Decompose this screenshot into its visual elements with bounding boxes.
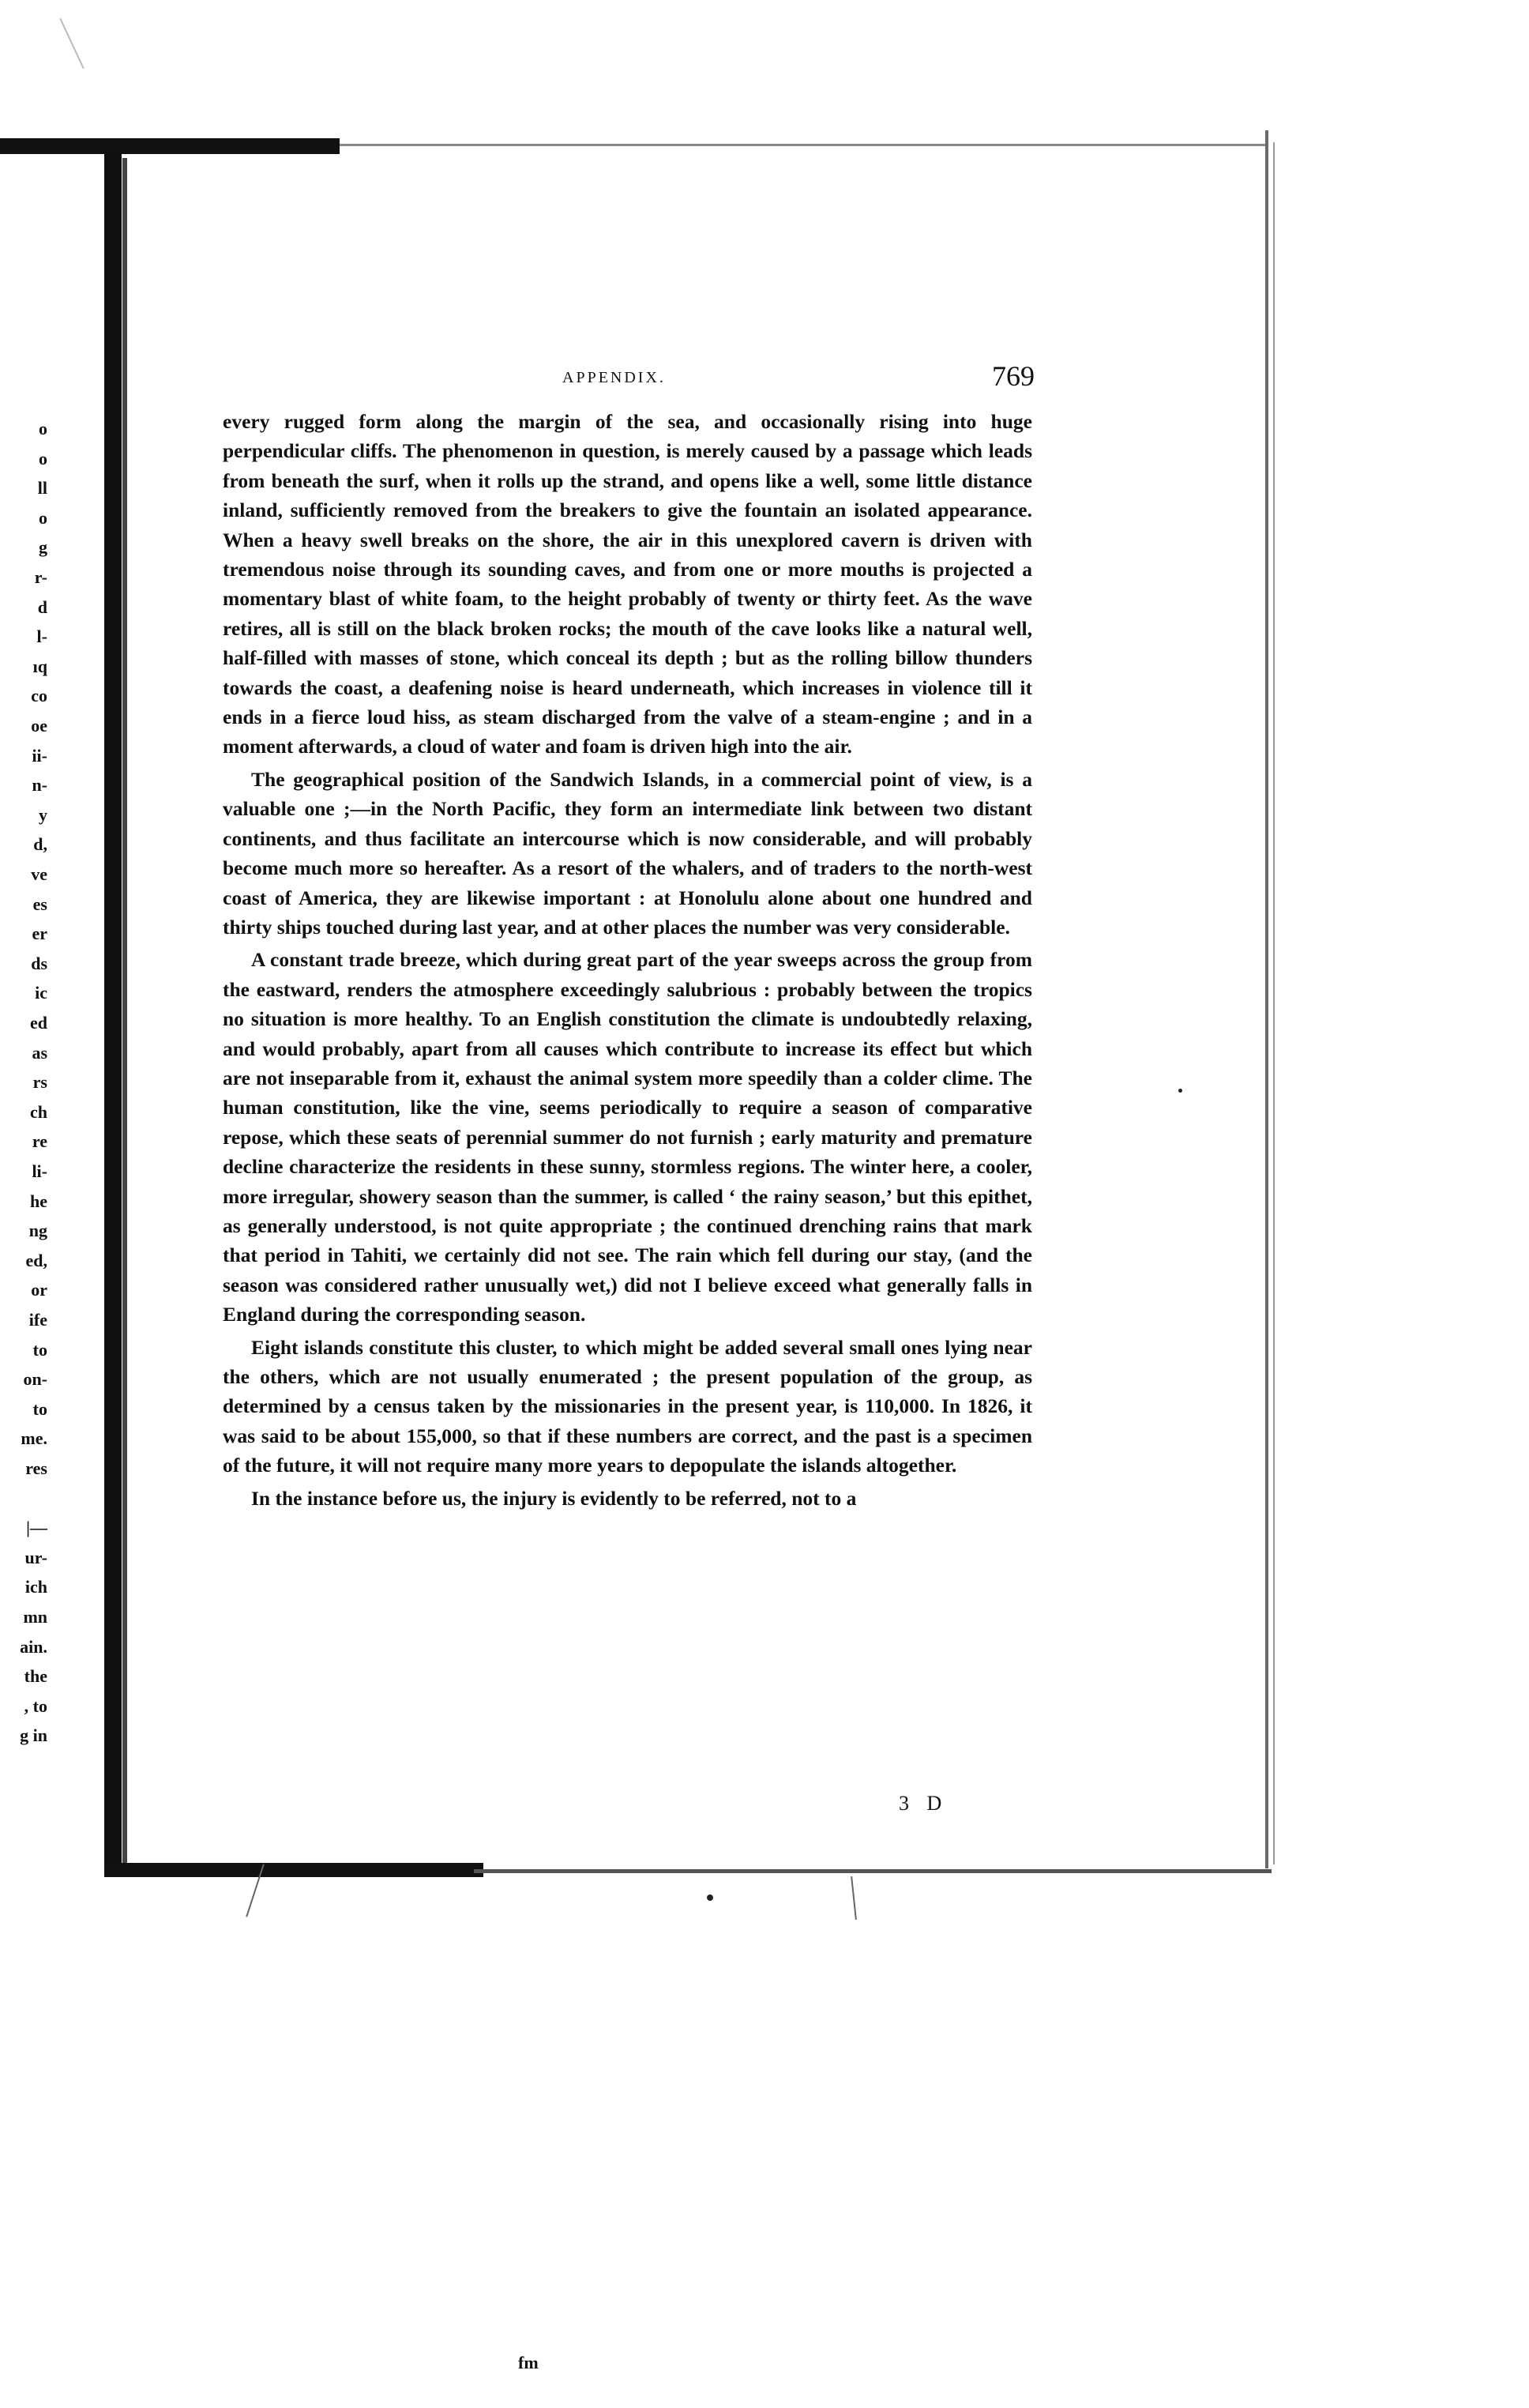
scratch-mark <box>59 18 84 69</box>
gutter-fragment: to <box>32 1339 47 1360</box>
gutter-fragment: ed, <box>25 1250 47 1270</box>
gutter-fragment: d, <box>33 834 47 855</box>
gutter-fragment: o <box>39 419 47 438</box>
scratch-mark <box>851 1876 857 1920</box>
paragraph: every rugged form along the margin of the sea, and occasionally rising into huge perpendicular cliffs. The phenomenon in question, is merely caused by a passage which leads from beneath the surf, when it rolls up the strand, and opens like a well, some little distance inland, sufficiently removed from the breakers to give the fountain an isolated appearance. When a heavy swell breaks on the shore, the air in this unexplored cavern is driven with tremendous noise through its sounding caves, and from one or more mouths is projected a momentary blast of white foam, to the height probably of twenty or thirty feet. As the wave retires, all is still on the black broken rocks; the mouth of the cave looks like a natural well, half-filled with masses of stone, which conceal its depth ; but as the rolling billow thunders towards the coast, a deafening noise is heard underneath, which increases in violence till it ends in a fierce loud hiss, as steam discharged from the valve of a steam-engine ; and in a moment afterwards, a cloud of water and foam is driven high into the air. <box>223 410 1032 758</box>
paragraph: The geographical position of the Sandwich Islands, in a commercial point of view, is a valuable one ;—in the North Pacific, they form an intermediate link between two distant continents, and thus facilitate an intercourse which is now considerable, and will probably become much more so hereafter. As a resort of the whalers, and of traders to the north-west coast of America, they are likewise important : at Honolulu alone about one hundred and thirty ships touched during last year, and at other places the number was very considerable. <box>223 767 1032 939</box>
gutter-fragment: ll <box>37 478 47 499</box>
paragraph: In the instance before us, the injury is evidently to be referred, not to a <box>251 1486 857 1510</box>
book-spine <box>104 149 122 1871</box>
gutter-fragment: oe <box>31 716 47 736</box>
gutter-fragment: mn <box>23 1607 47 1627</box>
ink-speck <box>1178 1089 1182 1093</box>
gutter-fragment: to <box>32 1398 47 1419</box>
bottom-ink-mark: fm <box>518 2353 539 2372</box>
page-right-edge-inner <box>1273 142 1275 1864</box>
gutter-fragment: the <box>24 1666 47 1687</box>
gutter-fragment: or <box>31 1280 47 1300</box>
gutter-fragment: li- <box>32 1161 47 1181</box>
gutter-fragment: es <box>32 894 47 914</box>
gutter-fragment: y <box>39 804 47 825</box>
gutter-fragment: r- <box>34 567 47 587</box>
gutter-fragment: ds <box>31 953 47 973</box>
gutter-fragment: ich <box>24 1577 47 1597</box>
gutter-fragment: he <box>30 1191 47 1211</box>
paragraph: Eight islands constitute this cluster, to which might be added several small ones lying near the others, which are not usually enumerated ; the present population of the group, as determined by a census taken by the missionaries in the present year, is 110,000. In 1826, it was said to be about 155,000, so that if these numbers are correct, and the past is a specimen of the future, it will not require many more years to depopulate the islands altogether. <box>223 1335 1032 1477</box>
gutter-fragment: |— <box>26 1518 47 1538</box>
page-number: 769 <box>992 360 1035 392</box>
gutter-fragment: re <box>32 1131 47 1152</box>
ink-speck <box>707 1894 713 1901</box>
gutter-fragment: ed <box>30 1013 47 1033</box>
book-spine-shadow <box>122 158 127 1872</box>
gutter-fragment: on- <box>23 1369 47 1390</box>
gutter-fragment: n- <box>32 775 47 796</box>
gutter-fragment: o <box>39 448 47 468</box>
gutter-fragment: ch <box>30 1101 47 1122</box>
gutter-fragment: ur- <box>24 1547 47 1567</box>
gutter-fragment: o <box>39 507 47 528</box>
running-head: APPENDIX. <box>562 369 666 386</box>
gutter-fragment: ife <box>28 1310 47 1330</box>
gutter-fragment: me. <box>21 1428 47 1449</box>
gutter-fragment: ain. <box>20 1636 47 1657</box>
gutter-fragment: ng <box>28 1221 47 1241</box>
page-header <box>221 359 1035 399</box>
gutter-fragment: er <box>32 924 47 944</box>
gutter-fragment: ve <box>31 864 47 884</box>
page-bottom-edge-thin <box>474 1869 1272 1873</box>
gutter-fragment: ic <box>35 983 47 1003</box>
gutter-fragment: co <box>31 686 47 706</box>
gutter-fragment: as <box>32 1042 47 1063</box>
signature-mark: 3 D <box>899 1792 949 1815</box>
page-bottom-edge <box>104 1863 483 1877</box>
gutter-fragment: l- <box>36 626 47 647</box>
gutter-fragment: g <box>39 537 47 558</box>
gutter-fragment: d <box>37 596 47 617</box>
gutter-fragment: res <box>25 1458 47 1478</box>
gutter-fragment: ıq <box>32 656 47 676</box>
gutter-fragment: rs <box>32 1072 47 1093</box>
page-body <box>223 407 1032 1513</box>
gutter-fragment: , to <box>24 1695 47 1716</box>
page-right-edge <box>1265 130 1268 1868</box>
left-leaf-top-edge <box>0 138 340 154</box>
page-top-edge <box>340 144 1268 146</box>
gutter-fragment: g in <box>20 1725 47 1746</box>
gutter-fragment: ii- <box>32 745 47 766</box>
paragraph: A constant trade breeze, which during great part of the year sweeps across the group from the eastward, renders the atmosphere exceedingly salubrious : probably between the tropics no situation is more healthy. To an English constitution the climate is undoubtedly relaxing, and would probably, apart from all causes which contribute to increase its effect but which are not inseparable from it, exhaust the animal system more speedily than a colder clime. The human constitution, like the vine, seems periodically to require a season of comparative repose, which these seats of perennial summer do not furnish ; early maturity and premature decline characterize the residents in these sunny, stormless regions. The winter here, a cooler, more irregular, showery season than the summer, is called ‘ the rainy season,’ but this epithet, as generally understood, is not quite appropriate ; the continued drenching rains that mark that period in Tahiti, we certainly did not see. The rain which fell during our stay, (and the season was considered rather unusually wet,) did not I believe exceed what generally falls in England during the corresponding season. <box>223 948 1032 1326</box>
